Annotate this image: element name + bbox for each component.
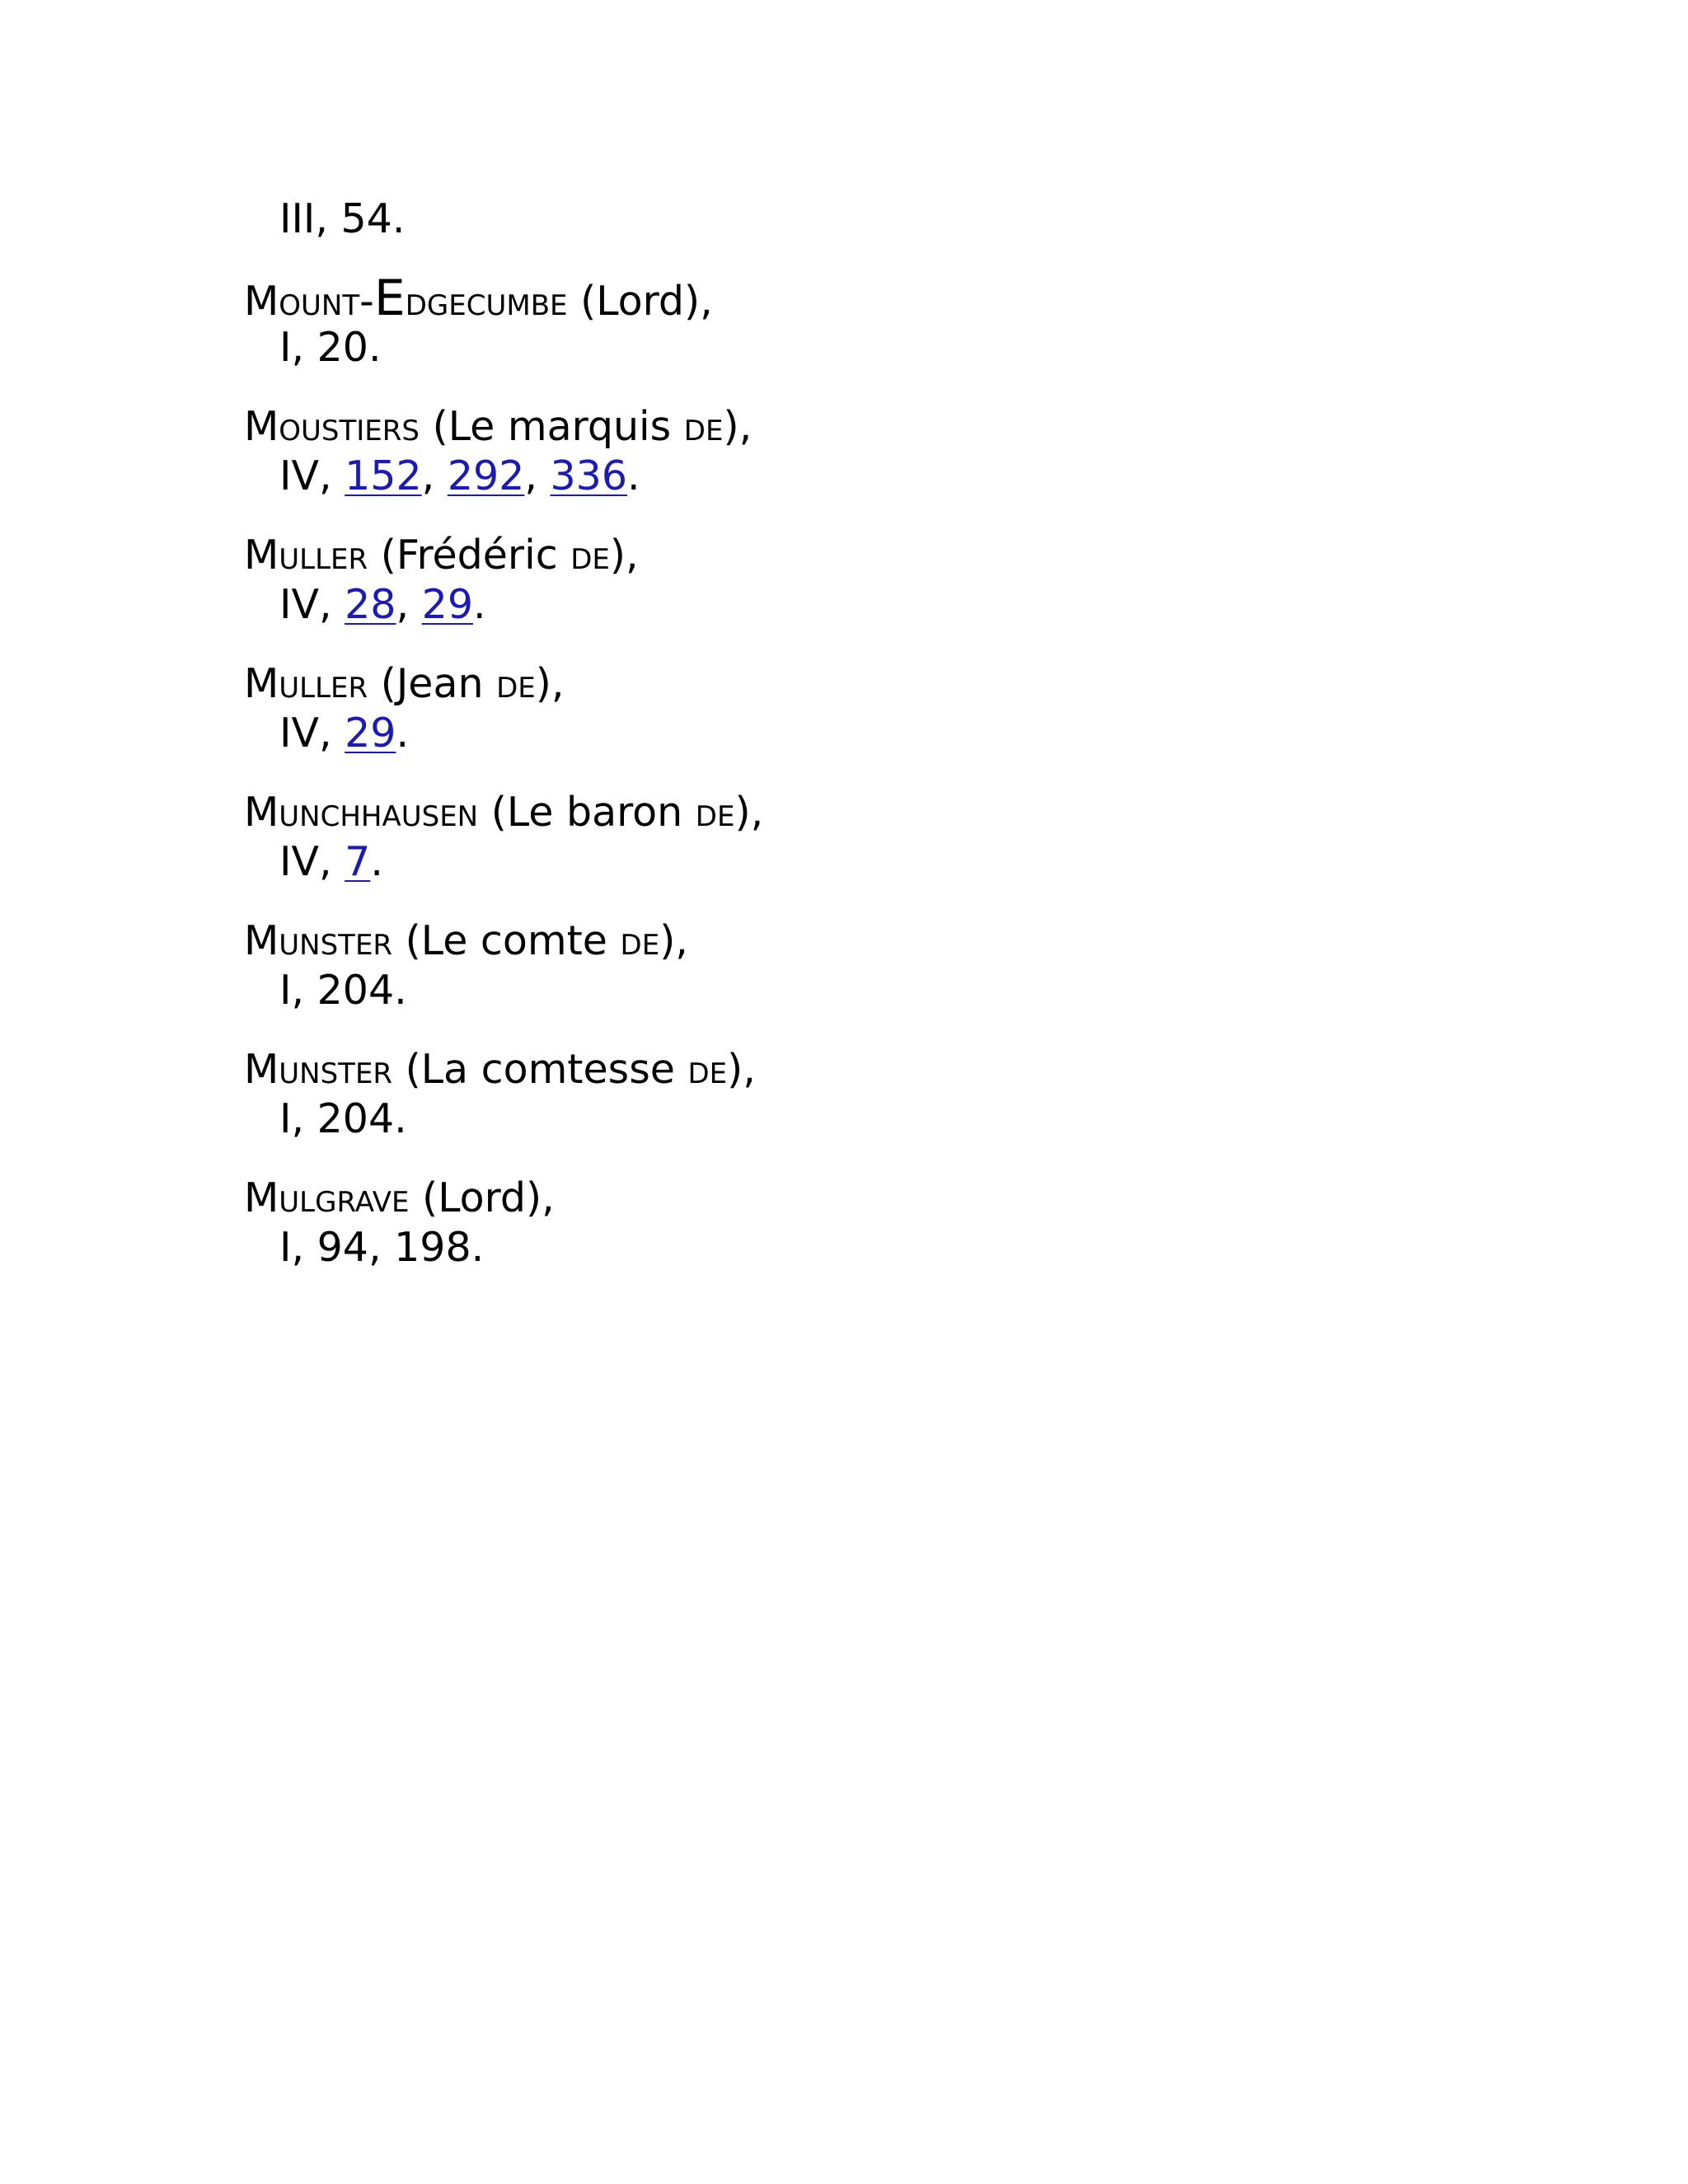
index-entry-mount-edgecumbe: [244, 269, 1480, 373]
link-separator: ,: [421, 452, 448, 499]
entry-heading: [244, 1045, 1480, 1094]
entry-qualifier-open: (Jean: [368, 660, 497, 707]
index-entry-munster-comte: [244, 916, 1480, 1015]
entry-name-first: Mount-: [244, 278, 374, 325]
entry-heading: [244, 788, 1480, 837]
link-separator: ,: [524, 452, 551, 499]
page-link-152[interactable]: 152: [345, 452, 422, 499]
entry-volume: IV,: [279, 581, 345, 628]
refs-end: .: [370, 838, 383, 885]
refs-end: .: [473, 581, 486, 628]
entry-particle: de: [695, 789, 735, 836]
entry-volume: I,: [279, 324, 317, 371]
entry-refs: [244, 452, 1480, 501]
entry-qualifier-open: (Le baron: [478, 789, 696, 836]
entry-name: Munchhausen: [244, 789, 479, 836]
index-entry-munchhausen: [244, 788, 1480, 887]
entry-qualifier-open: (La comtesse: [392, 1046, 688, 1093]
entry-particle: de: [683, 403, 724, 450]
entry-name-big-letter: E: [373, 269, 406, 327]
entry-qualifier: (Lord),: [567, 278, 713, 325]
entry-refs: [244, 1094, 1480, 1144]
entry-particle: de: [496, 660, 536, 707]
entry-refs: [244, 709, 1480, 758]
entry-name: Muller: [244, 660, 368, 707]
entry-qualifier-close: ),: [734, 789, 764, 836]
entry-particle: de: [570, 532, 610, 579]
entry-pages: 204.: [316, 967, 407, 1014]
index-entry-muller-jean: [244, 659, 1480, 758]
entry-qualifier-open: (Frédéric: [368, 532, 571, 579]
entry-volume: IV,: [279, 710, 345, 757]
entry-particle: de: [620, 917, 660, 964]
page-link-292[interactable]: 292: [447, 452, 525, 499]
entry-volume: I,: [279, 1095, 317, 1142]
entry-volume: IV,: [279, 838, 345, 885]
entry-volume: I,: [279, 967, 317, 1014]
entry-heading: [244, 659, 1480, 709]
entry-qualifier-close: ),: [723, 403, 753, 450]
entry-refs: [244, 837, 1480, 887]
entry-pages: 94, 198.: [316, 1224, 485, 1271]
entry-heading: [244, 269, 1480, 327]
entry-name: Muller: [244, 532, 368, 579]
entry-qualifier-close: ),: [609, 532, 639, 579]
page-link-29[interactable]: 29: [421, 581, 473, 628]
page-link-336[interactable]: 336: [550, 452, 628, 499]
entry-name: Munster: [244, 1046, 393, 1093]
entry-heading: [244, 531, 1480, 580]
index-page: [244, 194, 1480, 1302]
entry-qualifier-close: ),: [727, 1046, 756, 1093]
continuation-refs: III, 54.: [279, 195, 406, 242]
entry-heading: [244, 402, 1480, 452]
entry-heading: [244, 1174, 1480, 1223]
entry-name-rest: dgecumbe: [405, 278, 568, 325]
refs-end: .: [627, 452, 640, 499]
entry-refs: [244, 1223, 1480, 1272]
entry-heading: [244, 916, 1480, 966]
entry-name: Mulgrave: [244, 1174, 410, 1221]
entry-qualifier-close: ),: [535, 660, 565, 707]
entry-pages: 204.: [316, 1095, 407, 1142]
entry-pages: 20.: [316, 324, 382, 371]
entry-volume: I,: [279, 1224, 317, 1271]
entry-particle: de: [687, 1046, 728, 1093]
index-entry-muller-frederic: [244, 531, 1480, 630]
entry-refs: [244, 966, 1480, 1015]
entry-refs: [244, 580, 1480, 630]
index-entry-mulgrave: [244, 1174, 1480, 1272]
entry-qualifier: (Lord),: [409, 1174, 555, 1221]
link-separator: ,: [396, 581, 422, 628]
entry-volume: IV,: [279, 452, 345, 499]
entry-refs: [244, 323, 1480, 373]
refs-end: .: [396, 710, 410, 757]
page-link-7[interactable]: 7: [345, 838, 371, 885]
entry-qualifier-open: (Le comte: [392, 917, 621, 964]
page-link-29[interactable]: 29: [345, 710, 396, 757]
index-entry-moustiers: [244, 402, 1480, 501]
page-link-28[interactable]: 28: [345, 581, 396, 628]
index-entry-munster-comtesse: [244, 1045, 1480, 1144]
entry-qualifier-close: ),: [659, 917, 688, 964]
entry-name: Munster: [244, 917, 393, 964]
entry-name: Moustiers: [244, 403, 420, 450]
entry-qualifier-open: (Le marquis: [420, 403, 684, 450]
